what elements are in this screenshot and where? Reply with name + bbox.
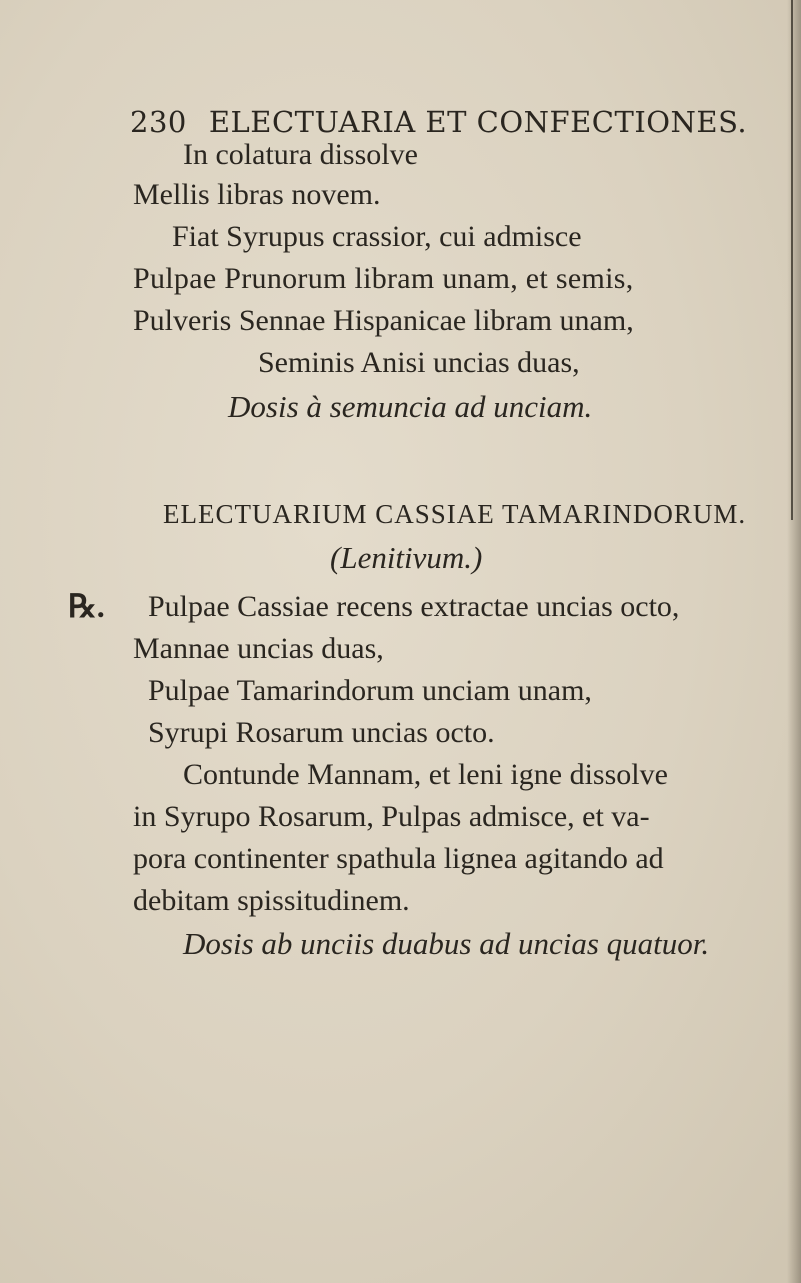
text-line: Contunde Mannam, et leni igne dissolve bbox=[183, 758, 668, 791]
section-title: ELECTUARIUM CASSIAE TAMARINDORUM. bbox=[163, 499, 747, 529]
running-header bbox=[130, 105, 748, 139]
text-line: Seminis Anisi uncias duas, bbox=[258, 346, 580, 379]
dose-line: Dosis à semuncia ad unciam. bbox=[228, 389, 593, 424]
text-line: pora continenter spathula lignea agitando ad bbox=[133, 842, 664, 875]
text-line: in Syrupo Rosarum, Pulpas admisce, et va- bbox=[133, 800, 650, 833]
page-edge-shadow bbox=[787, 0, 801, 1283]
text-line: Pulpae Prunorum libram unam, et semis, bbox=[133, 262, 634, 295]
section-subtitle: (Lenitivum.) bbox=[330, 540, 483, 575]
running-title: ELECTUARIA ET CONFECTIONES. bbox=[208, 105, 748, 139]
text-line: Syrupi Rosarum uncias octo. bbox=[148, 716, 495, 749]
text-line: Fiat Syrupus crassior, cui admisce bbox=[172, 220, 582, 253]
recipe-symbol: ℞. bbox=[68, 588, 105, 624]
page-number: 230 bbox=[130, 105, 187, 139]
text-line: Mellis libras novem. bbox=[133, 178, 381, 211]
text-line: Pulpae Cassiae recens extractae uncias octo, bbox=[148, 590, 680, 623]
text-line: Pulveris Sennae Hispanicae libram unam, bbox=[133, 304, 634, 337]
text-line: Mannae uncias duas, bbox=[133, 632, 384, 665]
text-line: In colatura dissolve bbox=[183, 138, 418, 171]
text-line: Pulpae Tamarindorum unciam unam, bbox=[148, 674, 592, 707]
dose-line: Dosis ab unciis duabus ad uncias quatuor. bbox=[183, 926, 710, 961]
text-line: debitam spissitudinem. bbox=[133, 884, 410, 917]
